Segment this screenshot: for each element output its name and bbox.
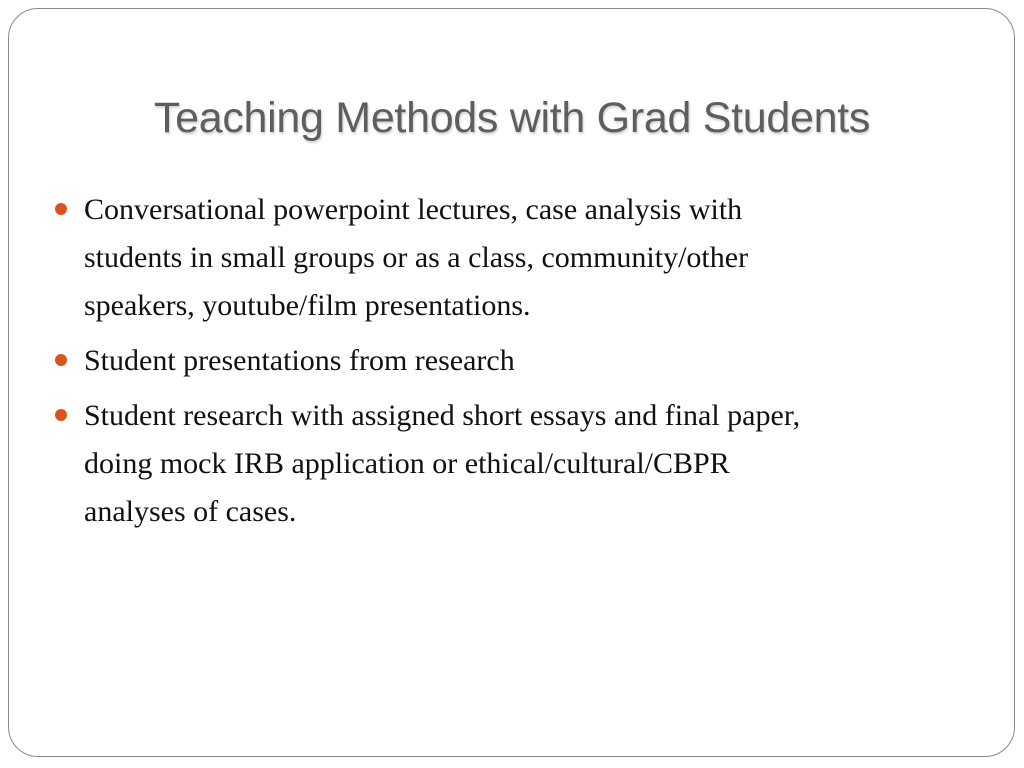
- bullet-dot-icon: [55, 409, 67, 421]
- bullet-line: students in small groups or as a class, community/other: [84, 241, 749, 274]
- bullet-item: [84, 186, 800, 330]
- bullet-line: Student research with assigned short essays and final paper,: [84, 399, 801, 432]
- bullet-line: doing mock IRB application or ethical/cultural/CBPR: [84, 447, 730, 480]
- bullet-dot-icon: [55, 354, 67, 366]
- bullet-line: Student presentations from research: [84, 344, 515, 377]
- bullet-item: [84, 392, 800, 536]
- bullet-line: speakers, youtube/film presentations.: [84, 289, 531, 322]
- bullet-item: [84, 337, 800, 385]
- bullet-line: analyses of cases.: [84, 495, 297, 528]
- bullet-dot-icon: [55, 203, 67, 215]
- bullet-list: [84, 186, 800, 543]
- slide-title: Teaching Methods with Grad Students: [153, 94, 871, 142]
- bullet-line: Conversational powerpoint lectures, case analysis with: [84, 193, 743, 226]
